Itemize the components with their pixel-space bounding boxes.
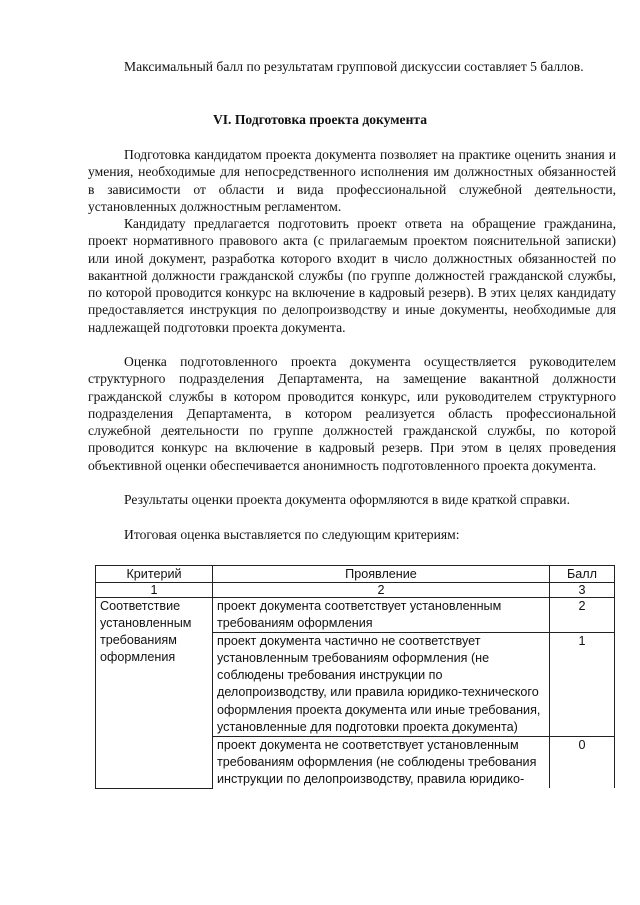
paragraph-intro: Подготовка кандидатом проекта документа позволяет на практике оценить знания и умения, необходимые для непосредственного исполнения им должностных обязанностей в зависимости от области и вида профессиональной служебной деятельности, установленных должностным регламентом. xyxy=(88,147,616,214)
score-cell: 2 xyxy=(550,598,615,633)
column-number-1: 1 xyxy=(96,583,213,598)
header-score: Балл xyxy=(550,566,615,583)
column-number-2: 2 xyxy=(213,583,550,598)
manifestation-cell: проект документа соответствует установленным требованиям оформления xyxy=(213,598,550,633)
paragraph-task: Кандидату предлагается подготовить проект ответа на обращение гражданина, проект нормативного правового акта (с прилагаемым проектом пояснительной записки) или иной документ, разработка которого входит в число должностных обязанностей по вакантной должности гражданской службы (по группе должностей гражданской службы, по которой проводится конкурс на включение в кадровый резерв). В этих целях кандидату предоставляется инструкция по делопроизводству и иные документы, необходимые для надлежащей подготовки проекта документа. xyxy=(88,216,616,335)
table-header-row xyxy=(96,566,615,583)
manifestation-cell: проект документа не соответствует установленным требованиям оформления (не соблюдены требования инструкции по делопроизводству, правила юридико- xyxy=(213,736,550,788)
score-cell: 1 xyxy=(550,633,615,737)
header-criterion: Критерий xyxy=(96,566,213,583)
paragraph-criteria-intro: Итоговая оценка выставляется по следующим критериям: xyxy=(124,527,460,542)
column-number-3: 3 xyxy=(550,583,615,598)
table-row xyxy=(96,598,615,633)
table-number-row xyxy=(96,583,615,598)
section-title: VI. Подготовка проекта документа xyxy=(212,112,428,127)
manifestation-cell: проект документа частично не соответствует установленным требованиям оформления (не соблюдены требования инструкции по делопроизводству, или правила юридико-технического оформления проекта документа или иные требования, установленные для подготовки проекта документа) xyxy=(213,633,550,737)
paragraph-results: Результаты оценки проекта документа оформляются в виде краткой справки. xyxy=(124,492,570,507)
header-manifestation: Проявление xyxy=(213,566,550,583)
paragraph-evaluation: Оценка подготовленного проекта документа осуществляется руководителем структурного подразделения Департамента, на замещение вакантной должности гражданской службы в котором проводится конкурс, или руководителем структурного подразделения Департамента, в котором реализуется область профессиональной служебной деятельности по группе должностей гражданской службы, по которой проводится конкурс на включение в кадровый резерв. При этом в целях проведения объективной оценки обеспечивается анонимность подготовленного проекта документа. xyxy=(88,354,616,473)
paragraph-max-score: Максимальный балл по результатам групповой дискуссии составляет 5 баллов. xyxy=(124,59,584,74)
score-cell: 0 xyxy=(550,736,615,788)
criterion-cell: Соответствие установленным требованиям оформления xyxy=(96,598,213,789)
criteria-table xyxy=(95,565,615,789)
